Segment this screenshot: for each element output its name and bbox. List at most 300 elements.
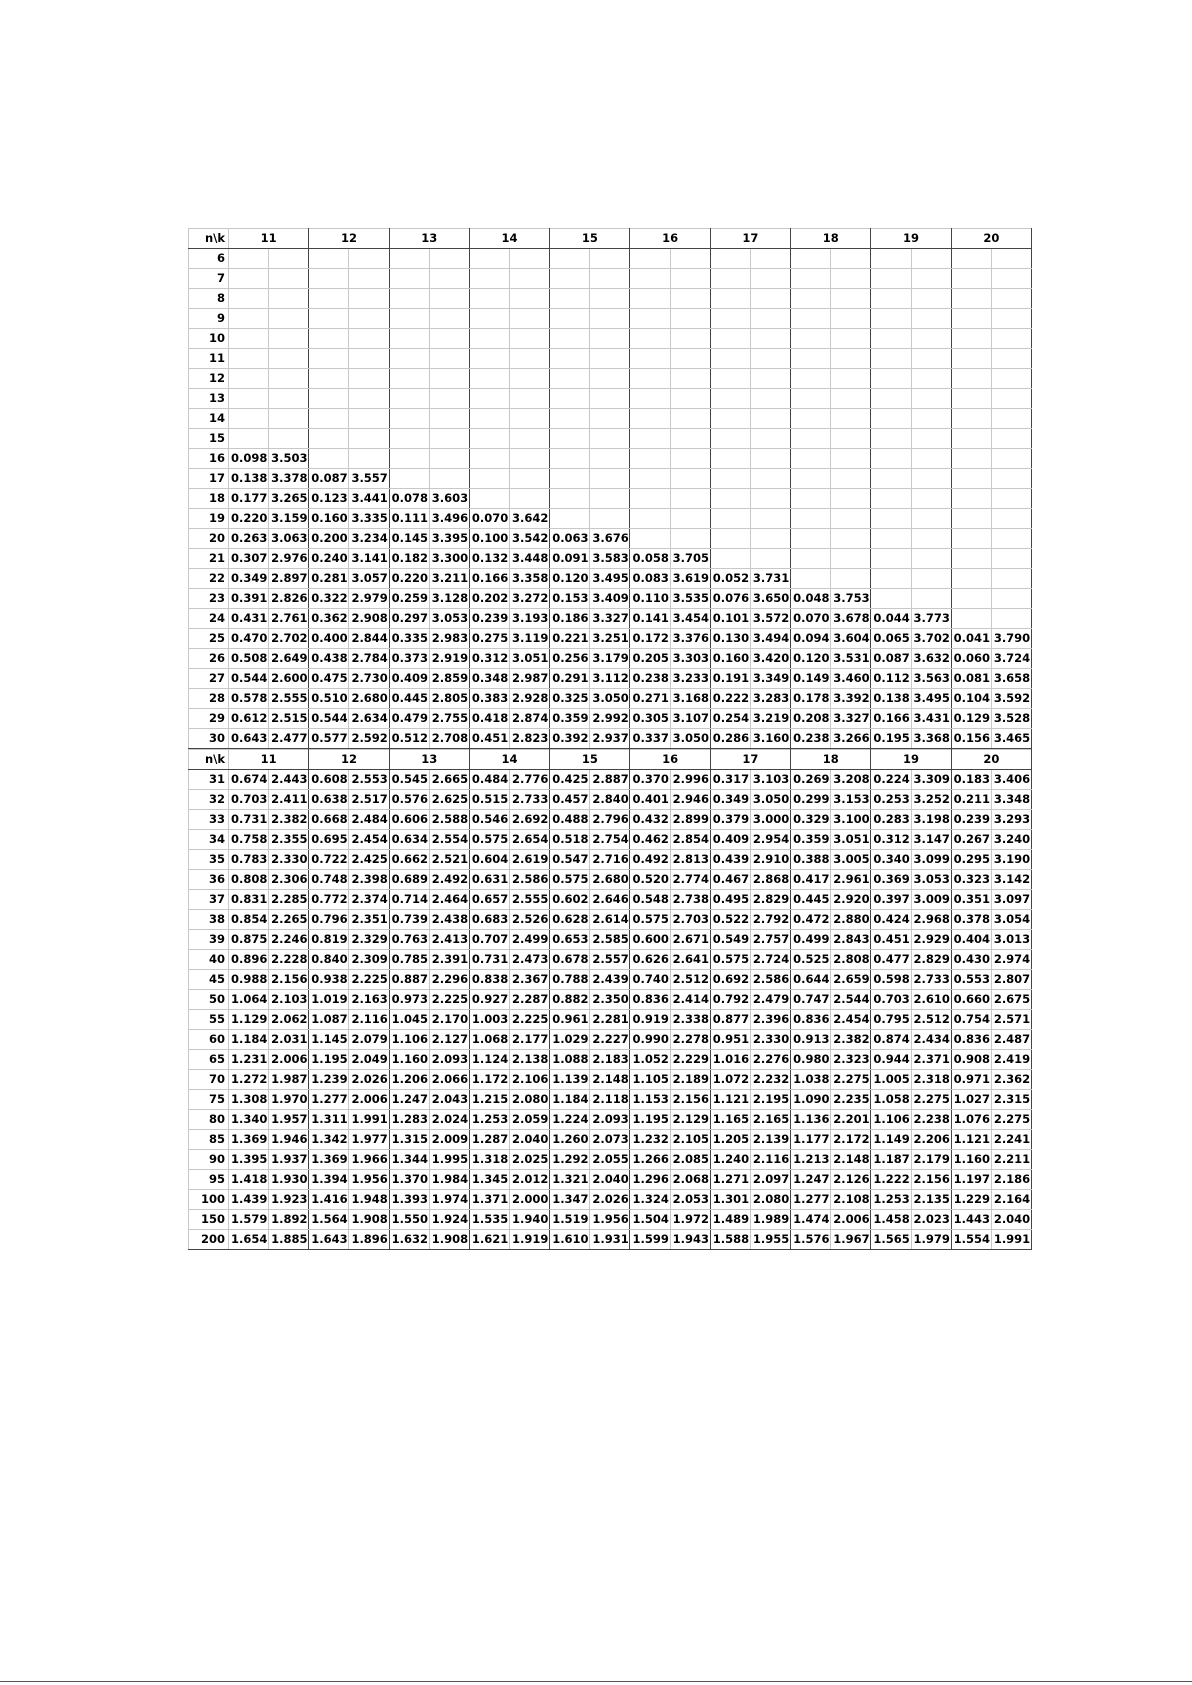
du-value: 3.100 [831,810,871,830]
table-row [189,1070,1032,1090]
dl-value: 0.424 [871,910,911,930]
du-value: 2.946 [670,790,710,810]
dl-value: 1.632 [389,1230,429,1250]
dl-value [951,249,991,269]
du-value: 2.156 [670,1090,710,1110]
dl-value [550,489,590,509]
du-value: 3.293 [991,810,1031,830]
table-row [189,529,1032,549]
du-value: 1.892 [269,1210,309,1230]
du-value: 2.053 [670,1190,710,1210]
du-value [831,449,871,469]
dl-value [389,349,429,369]
dl-value: 0.240 [309,549,349,569]
du-value [750,449,790,469]
dl-value: 0.840 [309,950,349,970]
dl-value [871,409,911,429]
dl-value [630,269,670,289]
du-value: 3.395 [429,529,469,549]
dl-value: 0.548 [630,890,670,910]
du-value: 2.211 [991,1150,1031,1170]
du-value: 2.355 [269,830,309,850]
dl-value: 0.178 [791,689,831,709]
du-value: 2.703 [670,910,710,930]
table-row [189,1190,1032,1210]
dl-value: 1.272 [229,1070,269,1090]
du-value [831,569,871,589]
dl-value [469,349,509,369]
dl-value: 1.064 [229,990,269,1010]
du-value: 3.141 [349,549,389,569]
du-value [510,409,550,429]
dl-value: 0.492 [630,850,670,870]
du-value [750,309,790,329]
dl-value: 0.612 [229,709,269,729]
dl-value: 1.129 [229,1010,269,1030]
du-value [429,349,469,369]
du-value: 2.805 [429,689,469,709]
dl-value: 0.788 [550,970,590,990]
dl-value [389,429,429,449]
du-value: 3.583 [590,549,630,569]
dl-value: 0.887 [389,970,429,990]
du-value [911,249,951,269]
dl-value [951,569,991,589]
dl-value: 0.281 [309,569,349,589]
dl-value [469,449,509,469]
table-row [189,289,1032,309]
dl-value [710,269,750,289]
dl-value: 0.120 [550,569,590,589]
du-value: 2.241 [991,1130,1031,1150]
du-value [831,369,871,389]
du-value [911,489,951,509]
dl-value: 1.124 [469,1050,509,1070]
dl-value [791,269,831,289]
n-value: 90 [189,1150,229,1170]
dl-value: 1.072 [710,1070,750,1090]
n-value: 23 [189,589,229,609]
du-value: 1.984 [429,1170,469,1190]
dl-value: 0.747 [791,990,831,1010]
dl-value: 0.349 [710,790,750,810]
du-value [269,309,309,329]
n-value: 45 [189,970,229,990]
k-header: 18 [791,750,871,770]
du-value [911,329,951,349]
dl-value [229,289,269,309]
dl-value: 0.689 [389,870,429,890]
dl-value [389,289,429,309]
du-value: 1.979 [911,1230,951,1250]
dl-value [871,549,911,569]
dl-value: 0.908 [951,1050,991,1070]
du-value: 1.923 [269,1190,309,1210]
du-value: 3.272 [510,589,550,609]
dl-value [871,309,911,329]
dl-value [389,269,429,289]
dl-value [791,409,831,429]
dl-value [791,449,831,469]
dl-value [710,509,750,529]
dl-value: 0.980 [791,1050,831,1070]
dl-value: 0.166 [871,709,911,729]
dl-value: 0.359 [791,830,831,850]
dl-value: 0.576 [389,790,429,810]
dl-value [791,389,831,409]
du-value [991,429,1031,449]
dl-value [469,469,509,489]
dl-value [791,429,831,449]
dl-value: 0.078 [389,489,429,509]
n-value: 25 [189,629,229,649]
dl-value [710,449,750,469]
dl-value: 0.063 [550,529,590,549]
dl-value: 0.325 [550,689,590,709]
du-value [831,349,871,369]
k-header: 19 [871,750,951,770]
du-value: 2.761 [269,609,309,629]
dl-value: 0.740 [630,970,670,990]
du-value: 1.995 [429,1150,469,1170]
du-value: 3.234 [349,529,389,549]
dl-value [951,329,991,349]
du-value: 2.163 [349,990,389,1010]
table-row [189,489,1032,509]
du-value [831,309,871,329]
dl-value: 0.060 [951,649,991,669]
du-value: 2.073 [590,1130,630,1150]
dl-value: 0.944 [871,1050,911,1070]
du-value: 2.023 [911,1210,951,1230]
dl-value: 1.016 [710,1050,750,1070]
dl-value: 1.283 [389,1110,429,1130]
n-value: 95 [189,1170,229,1190]
dl-value: 0.098 [229,449,269,469]
du-value: 2.043 [429,1090,469,1110]
du-value: 2.172 [831,1130,871,1150]
dl-value: 0.882 [550,990,590,1010]
du-value [831,249,871,269]
dl-value [871,569,911,589]
dl-value: 0.731 [229,810,269,830]
k-header: 15 [550,750,630,770]
dl-value: 1.232 [630,1130,670,1150]
n-value: 36 [189,870,229,890]
du-value [670,409,710,429]
dl-value: 0.988 [229,970,269,990]
du-value: 2.362 [991,1070,1031,1090]
du-value: 2.055 [590,1150,630,1170]
dl-value: 0.439 [710,850,750,870]
dl-value [389,369,429,389]
du-value [670,269,710,289]
du-value: 2.479 [750,990,790,1010]
dl-value: 0.445 [791,890,831,910]
table-row [189,970,1032,990]
du-value: 1.970 [269,1090,309,1110]
table-row [189,1150,1032,1170]
n-value: 29 [189,709,229,729]
dl-value: 1.145 [309,1030,349,1050]
du-value: 2.206 [911,1130,951,1150]
table-row [189,269,1032,289]
du-value: 2.183 [590,1050,630,1070]
dl-value: 0.971 [951,1070,991,1090]
du-value: 2.179 [911,1150,951,1170]
du-value: 3.658 [991,669,1031,689]
dl-value: 0.772 [309,890,349,910]
du-value: 1.946 [269,1130,309,1150]
dl-value: 0.238 [630,669,670,689]
dl-value [871,509,911,529]
dl-value: 0.602 [550,890,590,910]
dl-value [710,409,750,429]
dl-value: 0.462 [630,830,670,850]
du-value: 2.351 [349,910,389,930]
du-value: 2.201 [831,1110,871,1130]
du-value: 2.974 [991,950,1031,970]
dl-value: 1.565 [871,1230,911,1250]
du-value: 2.156 [911,1170,951,1190]
dl-value [229,249,269,269]
dl-value [791,469,831,489]
dl-value: 0.430 [951,950,991,970]
du-value: 3.050 [590,689,630,709]
du-value: 2.006 [269,1050,309,1070]
du-value: 2.391 [429,950,469,970]
dl-value: 0.604 [469,850,509,870]
k-header: 16 [630,750,710,770]
du-value [349,389,389,409]
dl-value: 0.409 [710,830,750,850]
du-value: 2.049 [349,1050,389,1070]
dl-value [469,369,509,389]
dl-value: 0.874 [871,1030,911,1050]
du-value: 1.940 [510,1210,550,1230]
du-value [911,449,951,469]
du-value: 3.303 [670,649,710,669]
k-header: 17 [710,229,790,249]
table-row [189,950,1032,970]
du-value: 3.300 [429,549,469,569]
dl-value: 0.578 [229,689,269,709]
du-value: 2.129 [670,1110,710,1130]
dl-value: 0.763 [389,930,429,950]
dl-value: 0.271 [630,689,670,709]
du-value: 3.265 [269,489,309,509]
dl-value [630,289,670,309]
dl-value: 0.297 [389,609,429,629]
du-value: 2.784 [349,649,389,669]
dl-value: 1.277 [309,1090,349,1110]
n-value: 40 [189,950,229,970]
dl-value: 0.783 [229,850,269,870]
du-value [269,429,309,449]
dl-value: 0.919 [630,1010,670,1030]
dl-value: 0.048 [791,589,831,609]
dl-value: 0.291 [550,669,590,689]
du-value [831,429,871,449]
k-header: 14 [469,229,549,249]
dl-value [710,289,750,309]
dl-value: 1.195 [630,1110,670,1130]
du-value [831,469,871,489]
du-value: 3.099 [911,850,951,870]
dl-value: 0.722 [309,850,349,870]
du-value: 2.079 [349,1030,389,1050]
du-value: 2.278 [670,1030,710,1050]
du-value: 2.968 [911,910,951,930]
dl-value: 0.070 [791,609,831,629]
du-value: 2.586 [510,870,550,890]
dl-value: 0.253 [871,790,911,810]
du-value: 3.208 [831,770,871,790]
n-value: 14 [189,409,229,429]
du-value: 2.464 [429,890,469,910]
dl-value [710,469,750,489]
du-value: 3.619 [670,569,710,589]
du-value: 2.692 [510,810,550,830]
dl-value: 1.489 [710,1210,750,1230]
du-value [911,289,951,309]
dl-value: 0.083 [630,569,670,589]
du-value: 3.051 [510,649,550,669]
table-row [189,850,1032,870]
dl-value: 0.070 [469,509,509,529]
du-value: 2.553 [349,770,389,790]
du-value: 1.924 [429,1210,469,1230]
du-value: 3.153 [831,790,871,810]
du-value [349,289,389,309]
du-value: 2.138 [510,1050,550,1070]
du-value: 3.592 [991,689,1031,709]
dl-value: 0.451 [871,930,911,950]
dl-value: 1.160 [389,1050,429,1070]
du-value: 2.177 [510,1030,550,1050]
dl-value [630,529,670,549]
dl-value: 1.184 [550,1090,590,1110]
du-value: 3.147 [911,830,951,850]
du-value: 3.531 [831,649,871,669]
dl-value: 0.111 [389,509,429,529]
du-value: 2.665 [429,770,469,790]
du-value: 2.588 [429,810,469,830]
dl-value: 0.153 [550,589,590,609]
du-value: 2.512 [670,970,710,990]
du-value: 2.937 [590,729,630,749]
dl-value: 0.044 [871,609,911,629]
du-value: 3.535 [670,589,710,609]
dl-value [951,469,991,489]
du-value: 2.454 [349,830,389,850]
du-value [349,369,389,389]
du-value: 3.406 [991,770,1031,790]
dl-value [951,289,991,309]
dl-value: 0.643 [229,729,269,749]
dl-value [229,389,269,409]
du-value: 2.338 [670,1010,710,1030]
du-value: 3.705 [670,549,710,569]
dl-value: 1.266 [630,1150,670,1170]
du-value: 2.987 [510,669,550,689]
du-value: 2.026 [590,1190,630,1210]
dl-value: 0.674 [229,770,269,790]
dl-value: 0.400 [309,629,349,649]
du-value: 2.724 [750,950,790,970]
k-header: 18 [791,229,871,249]
dl-value: 0.577 [309,729,349,749]
du-value: 2.954 [750,830,790,850]
du-value: 2.843 [831,930,871,950]
dl-value [309,289,349,309]
dl-value: 0.451 [469,729,509,749]
dl-value: 1.324 [630,1190,670,1210]
du-value: 1.977 [349,1130,389,1150]
dl-value: 0.359 [550,709,590,729]
dl-value: 0.662 [389,850,429,870]
n-value: 75 [189,1090,229,1110]
du-value [991,329,1031,349]
dl-value: 1.052 [630,1050,670,1070]
du-value [991,349,1031,369]
du-value [750,409,790,429]
du-value: 2.413 [429,930,469,950]
dl-value: 0.703 [871,990,911,1010]
du-value: 3.376 [670,629,710,649]
du-value: 2.659 [831,970,871,990]
du-value: 2.813 [670,850,710,870]
du-value [670,309,710,329]
n-value: 6 [189,249,229,269]
dl-value: 1.090 [791,1090,831,1110]
dl-value: 0.283 [871,810,911,830]
du-value [831,289,871,309]
n-value: 28 [189,689,229,709]
dl-value: 1.579 [229,1210,269,1230]
du-value [510,469,550,489]
dl-value: 1.443 [951,1210,991,1230]
n-value: 12 [189,369,229,389]
dl-value [710,389,750,409]
dl-value: 1.153 [630,1090,670,1110]
du-value: 2.484 [349,810,389,830]
n-value: 31 [189,770,229,790]
dl-value: 0.575 [550,870,590,890]
du-value [510,489,550,509]
dl-value: 0.703 [229,790,269,810]
dl-value: 1.197 [951,1170,991,1190]
dl-value: 0.477 [871,950,911,970]
k-header: 12 [309,229,389,249]
dl-value: 1.416 [309,1190,349,1210]
dl-value: 1.296 [630,1170,670,1190]
table-row [189,930,1032,950]
du-value: 2.829 [750,890,790,910]
dl-value: 0.836 [951,1030,991,1050]
du-value: 2.367 [510,970,550,990]
dl-value: 0.348 [469,669,509,689]
dl-value [791,569,831,589]
dl-value: 1.247 [791,1170,831,1190]
du-value: 1.896 [349,1230,389,1250]
du-value [510,349,550,369]
du-value: 2.000 [510,1190,550,1210]
k-header: 20 [951,229,1031,249]
du-value [510,369,550,389]
du-value [269,369,309,389]
du-value [831,509,871,529]
